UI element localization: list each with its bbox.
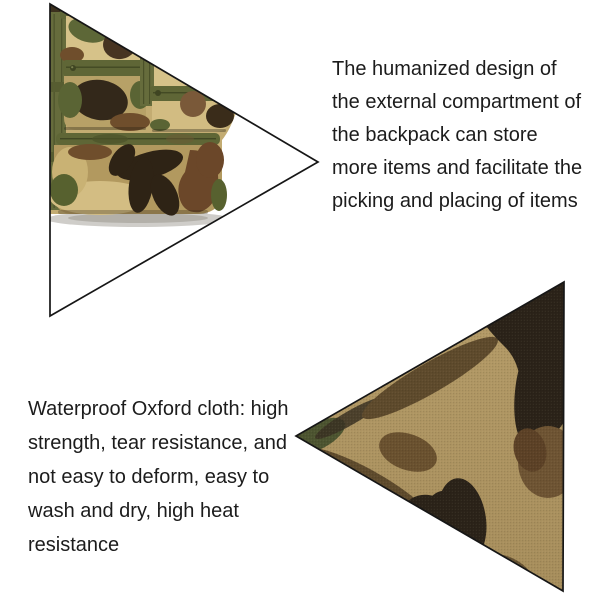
backpack-photo: [40, 0, 330, 320]
compartment-line-3: the backpack can store: [332, 124, 538, 146]
feature-text-compartment: [332, 53, 582, 218]
compartment-line-1: The humanized design of: [332, 58, 557, 80]
compartment-line-2: the external compartment of: [332, 91, 582, 113]
material-line-2: strength, tear resistance, and: [28, 432, 288, 454]
fabric-photo: [285, 280, 578, 593]
compartment-line-5: picking and placing of items: [332, 190, 578, 212]
material-line-1: Waterproof Oxford cloth: high: [28, 398, 289, 420]
feature-text-material: [28, 392, 289, 562]
compartment-line-4: more items and facilitate the: [332, 157, 583, 179]
material-line-4: wash and dry, high heat: [28, 500, 239, 522]
material-line-5: resistance: [28, 534, 120, 556]
material-line-3: not easy to deform, easy to: [28, 466, 270, 488]
